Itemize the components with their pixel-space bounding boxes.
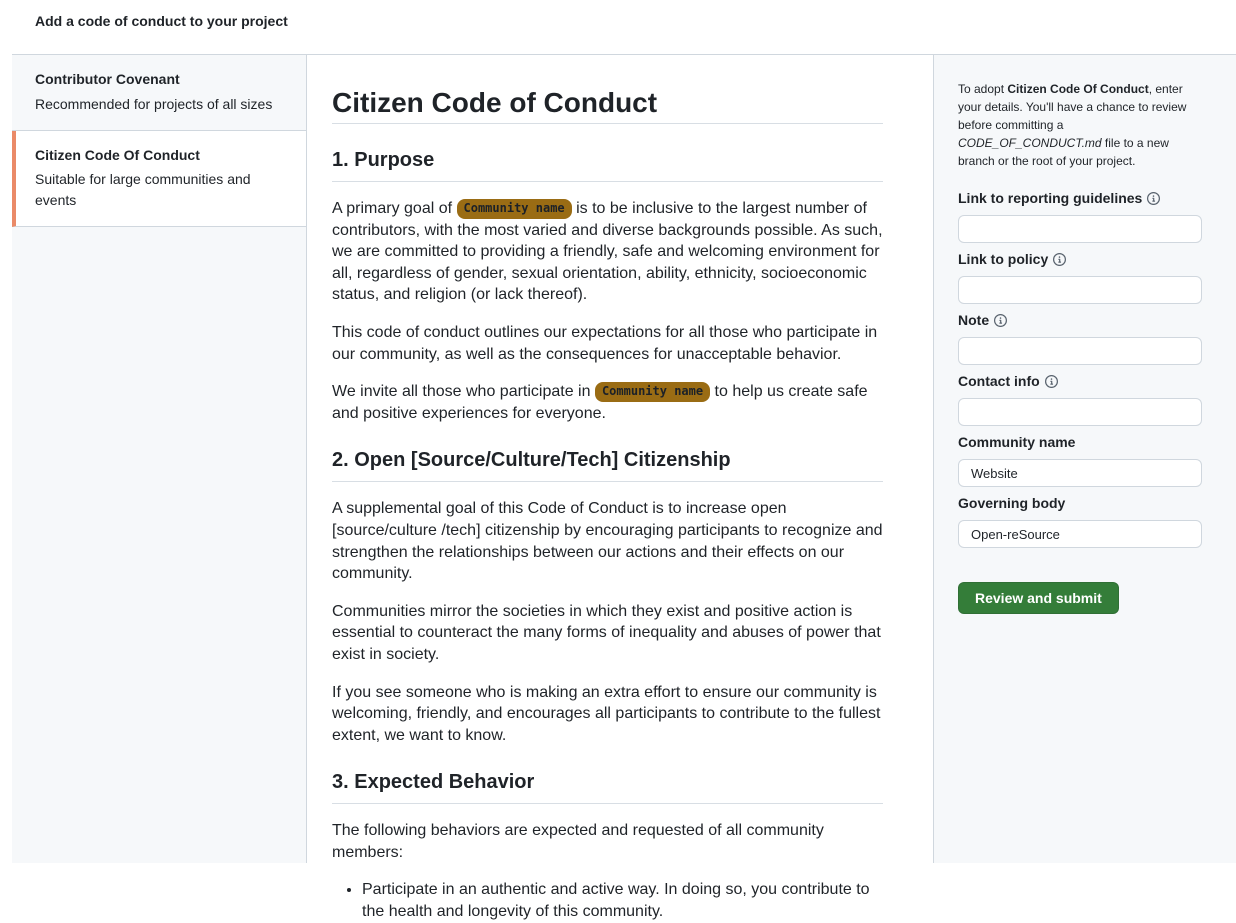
governing-body-input[interactable] [958, 520, 1202, 548]
field-community-name [958, 434, 1202, 487]
field-contact-info [958, 373, 1202, 426]
info-icon[interactable] [994, 314, 1007, 327]
list-item: • Participate in an authentic and active way. In doing so, you contribute to the health and longevity of this community. [362, 879, 883, 922]
paragraph: We invite all those who participate in Community name to help us create safe and positive experiences for everyone. [332, 383, 868, 422]
field-label: Community name [958, 434, 1076, 450]
field-governing-body [958, 495, 1202, 548]
paragraph: The following behaviors are expected and requested of all community members: [332, 822, 824, 861]
review-and-submit-button[interactable]: Review and submit [958, 582, 1119, 614]
page [12, 0, 1236, 921]
field-label: Contact info [958, 373, 1202, 390]
coc-option-description: Suitable for large communities and events [35, 171, 251, 209]
field-label: Governing body [958, 495, 1066, 511]
section-heading-purpose: 1. Purpose [332, 148, 883, 182]
field-label: Link to reporting guidelines [958, 190, 1202, 207]
field-link-to-policy [958, 251, 1202, 304]
info-icon[interactable] [1053, 253, 1066, 266]
community-name-chip: Community name [595, 382, 710, 402]
coc-preview-document [307, 55, 933, 921]
page-header [12, 0, 1236, 55]
community-name-input[interactable] [958, 459, 1202, 487]
info-icon[interactable] [1045, 375, 1058, 388]
field-note [958, 312, 1202, 365]
community-name-chip: Community name [457, 199, 572, 219]
coc-option-description: Recommended for projects of all sizes [35, 95, 273, 112]
paragraph: This code of conduct outlines our expectations for all those who participate in our community, as well as the consequences for unacceptable behavior. [332, 323, 878, 363]
paragraph: Communities mirror the societies in which they exist and positive action is essential to counteract the many forms of inequality and abuses of power that exist in society. [332, 602, 881, 663]
section-heading-expected-behavior: 3. Expected Behavior [332, 770, 883, 804]
coc-option-title: Citizen Code Of Conduct [35, 146, 200, 163]
section-heading-open-citizenship: 2. Open [Source/Culture/Tech] Citizenship [332, 448, 883, 482]
coc-option-contributor-covenant[interactable] [12, 55, 306, 131]
contact-info-input[interactable] [958, 398, 1202, 426]
link-to-policy-input[interactable] [958, 276, 1202, 304]
form-intro: To adopt Citizen Code Of Conduct, enter your details. You'll have a chance to review before committing a CODE_OF_CONDUCT.md file to a new branch or the root of your project. [958, 82, 1187, 168]
info-icon[interactable] [1147, 192, 1160, 205]
page-title: Add a code of conduct to your project [35, 13, 288, 29]
field-label: Link to policy [958, 251, 1202, 268]
doc-title: Citizen Code of Conduct [332, 85, 883, 124]
field-label: Note [958, 312, 1202, 329]
reporting-guidelines-input[interactable] [958, 215, 1202, 243]
paragraph: A supplemental goal of this Code of Conduct is to increase open [source/culture /tech] citizenship by encouraging participants to recognize and strengthen the relationships between our actions and their effects on our community. [332, 500, 883, 583]
adopt-form-panel [933, 55, 1236, 863]
expected-behavior-list [332, 879, 883, 922]
paragraph: If you see someone who is making an extra effort to ensure our community is welcoming, friendly, and encourages all participants to contribute to the fullest extent, we want to know. [332, 683, 881, 744]
coc-option-citizen-code-of-conduct[interactable] [12, 131, 306, 228]
layout [12, 55, 1236, 921]
paragraph: A primary goal of Community name is to be inclusive to the largest number of contributors, with the most varied and diverse backgrounds possible. As such, we are committed to providing a friendly, safe and welcoming environment for all, regardless of gender, sexual orientation, ability, ethnicity, socioeconomic status, and religion (or lack thereof). [332, 200, 883, 304]
coc-option-list [12, 55, 307, 863]
note-input[interactable] [958, 337, 1202, 365]
coc-option-title: Contributor Covenant [35, 71, 180, 87]
field-reporting-guidelines [958, 190, 1202, 243]
